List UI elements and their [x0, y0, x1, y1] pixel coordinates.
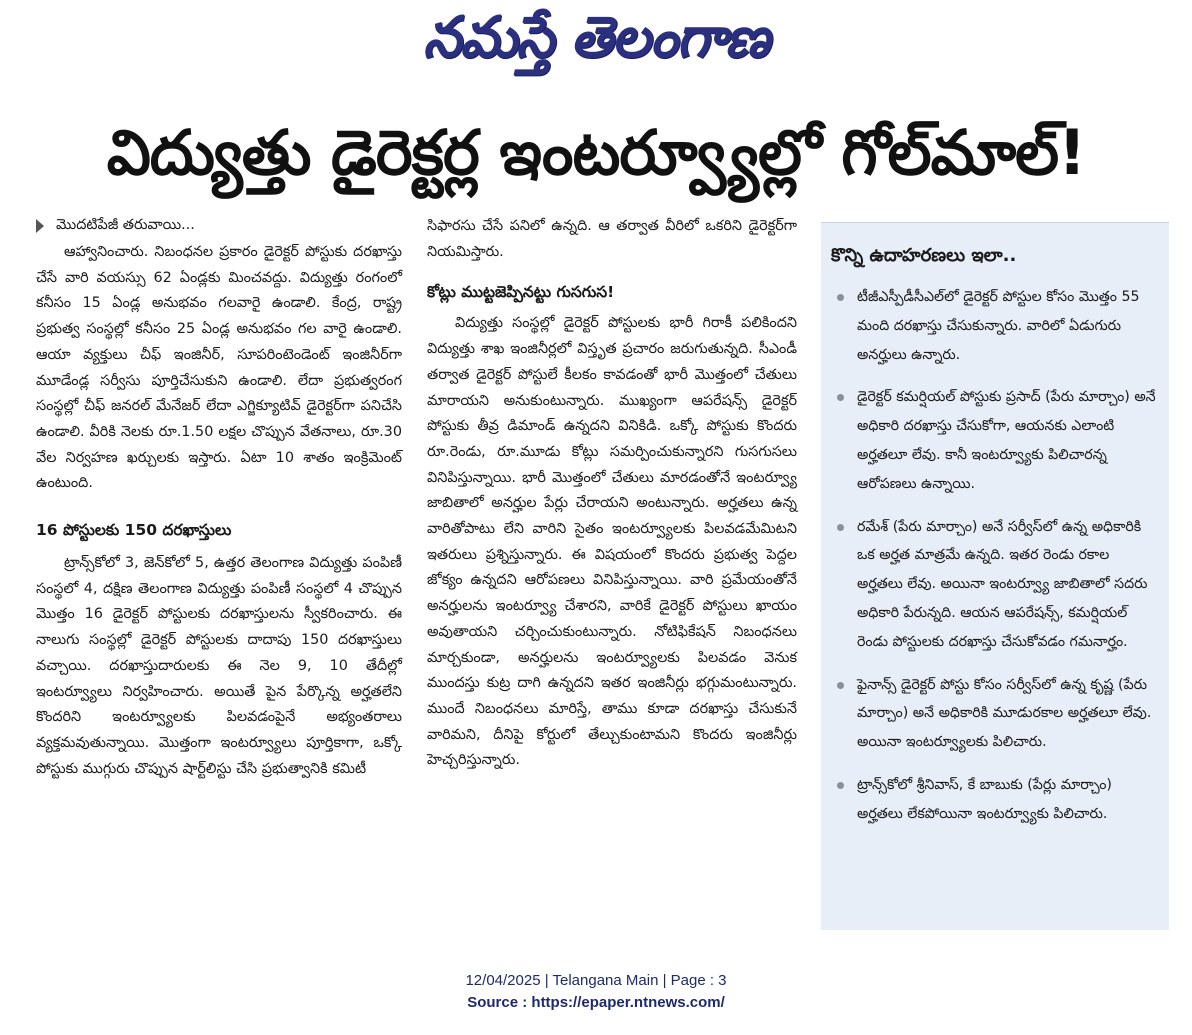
column1-subheading: 16 పోస్టులకు 150 దరఖాస్తులు — [36, 521, 232, 540]
continued-label: మొదటిపేజీ తరువాయి... — [56, 217, 195, 234]
newspaper-logo: నమస్తే తెలంగాణ — [423, 3, 769, 70]
column1-paragraph-1: ఆహ్వానించారు. నిబంధనల ప్రకారం డైరెక్టర్ పోస్టుకు దరఖాస్తు చేసే వారి వయస్సు 62 ఏండ్లకు మించవద్దు. విద్యుత్తు రంగంలో కనీసం 15 ఏండ్ల అనుభవం గలవారై ఉండాలి. కేంద్ర, రాష్ట్ర ప్రభుత్వ సంస్థల్లో కనీసం 25 ఏండ్ల అనుభవం గల వారై ఉండాలి. ఆయా వ్యక్తులు చీఫ్ ఇంజినీర్, సూపరింటెండెంట్ ఇంజినీర్‌గా మూడేండ్ల సర్వీసు పూర్తిచేసుకుని ఉండాలి. లేదా ప్రభుత్వరంగ సంస్థల్లో చీఫ్ జనరల్ మేనేజర్ లేదా ఎగ్జిక్యూటివ్ డైరెక్టర్‌గా పనిచేసి ఉండాలి. వీరికి నెలకు రూ.1.50 లక్షల చొప్పున వేతనాలు, రూ.30 వేల నిర్వహణ ఖర్చులకు ఇస్తారు. ఏటా 10 శాతం ఇంక్రిమెంట్ ఉంటుంది. — [36, 244, 402, 492]
list-item-text: ఫైనాన్స్ డైరెక్టర్ పోస్టు కోసం సర్వీస్‌లో ఉన్న కృష్ణ (పేరు మార్చాం) అనే అధికారికి మూడురకాల అర్హతలూ లేవు. అయినా ఇంటర్వ్యూలకు పిలిచారు. — [857, 676, 1152, 751]
column2-paragraph-2: విద్యుత్తు సంస్థల్లో డైరెక్టర్ పోస్టులకు భారీ గిరాకీ పలికిందని విద్యుత్తు శాఖ ఇంజినీర్లలో విస్తృత ప్రచారం జరుగుతున్నది. సీఎండీ తర్వాత డైరెక్టర్ పోస్టులే కీలకం కావడంతో భారీ మొత్తంలో చేతులు మారాయని అనుకుంటున్నారు. ముఖ్యంగా ఆపరేషన్స్ డైరెక్టర్ పోస్టుకు తీవ్ర డిమాండ్ ఉన్నదని వినికిడి. ఒక్కో పోస్టుకు కొందరు రూ.రెండు, రూ.మూడు కోట్లు సమర్పించుకున్నారని గుసగుసలు వినిపిస్తున్నాయి. భారీ మొత్తంలో చేతులు మారడంతోనే ఇంటర్వ్యూ జాబితాలో అనర్హుల పేర్లు చేరాయని అంటున్నారు. అర్హతలు ఉన్న వారితోపాటు లేని వారిని సైతం ఇంటర్వ్యూలకు పిలవడమేమిటని ఇతరులు ప్రశ్నిస్తున్నారు. ఈ విషయంలో కొందరు ప్రభుత్వ పెద్దల జోక్యం ఉన్నదని ఆరోపణలు వినిపిస్తున్నాయి. వారి ప్రమేయంతోనే అనర్హులను ఇంటర్వ్యూ చేశారని, వారికే డైరెక్టర్ పోస్టులు ఖాయం అవుతాయని చర్చించుకుంటున్నారు. నోటిఫికేషన్ నిబంధనలు మార్చకుండా, అనర్హులను ఇంటర్వ్యూలకు పిలవడం వెనుక ముందస్తు కుట్ర దాగి ఉన్నదని ఇతర ఇంజినీర్లు భగ్గుమంటున్నారు. ముందే నిబంధనలు మారిస్తే, తాము కూడా దరఖాస్తు చేసుకునే వారిమని, దీనిపై కోర్టులో తేల్చుకుంటామని కొందరు ఇంజినీర్లు హెచ్చరిస్తున్నారు. — [427, 315, 797, 769]
page-footer — [0, 970, 1192, 1014]
sidebar-title: కొన్ని ఉదాహరణలు ఇలా.. — [831, 245, 1017, 266]
list-item-text: డైరెక్టర్ కమర్షియల్ పోస్టుకు ప్రసాద్ (పేరు మార్చాం) అనే అధికారి దరఖాస్తు చేసుకోగా, ఆయనకు ఎలాంటి అర్హతలూ లేవు. కానీ ఇంటర్వ్యూకు పిలిచారన్న ఆరోపణలు ఉన్నాయి. — [857, 389, 1156, 492]
list-item — [831, 513, 1159, 657]
column2-paragraph-1: సిఫారసు చేసే పనిలో ఉన్నది. ఆ తర్వాత వీరిలో ఒకరిని డైరెక్టర్‌గా నియమిస్తారు. — [427, 218, 797, 260]
footer-source: Source : https://epaper.ntnews.com/ — [467, 994, 725, 1011]
list-item-text: రమేశ్ (పేరు మార్చాం) అనే సర్వీస్‌లో ఉన్న అధికారికి ఒక అర్హత మాత్రమే ఉన్నది. ఇతర రెండు రకాల అర్హతలు లేవు. అయినా ఇంటర్వ్యూ జాబితాలో సదరు అధికారి పేరున్నది. ఆయన ఆపరేషన్స్, కమర్షియల్ రెండు పోస్టులకు దరఖాస్తు చేసుకోవడం గమనార్హం. — [857, 518, 1148, 650]
bullet-icon — [837, 682, 844, 689]
bullet-icon — [837, 294, 844, 301]
continued-marker — [36, 214, 402, 238]
bullet-icon — [837, 524, 844, 531]
bullet-icon — [837, 394, 844, 401]
footer-date-page: 12/04/2025 | Telangana Main | Page : 3 — [465, 972, 727, 989]
examples-list — [831, 283, 1159, 829]
masthead — [0, 4, 1192, 84]
arrow-right-icon — [36, 219, 44, 233]
list-item-text: ట్రాన్స్‌కోలో శ్రీనివాస్, కే బాబుకు (పేర్లు మార్చాం) అర్హతలు లేకపోయినా ఇంటర్వ్యూకు పిలిచారు. — [857, 776, 1112, 822]
article-column-2 — [427, 214, 797, 774]
article-column-1 — [36, 214, 402, 782]
list-item-text: టీజీఎస్పీడీసీఎల్‌లో డైరెక్టర్ పోస్టుల కోసం మొత్తం 55 మంది దరఖాస్తు చేసుకున్నారు. వారిలో ఏడుగురు అనర్హులు ఉన్నారు. — [857, 289, 1140, 363]
column1-paragraph-2: ట్రాన్స్‌కోలో 3, జెన్‌కోలో 5, ఉత్తర తెలంగాణ విద్యుత్తు పంపిణీ సంస్థలో 4, దక్షిణ తెలంగాణ విద్యుత్తు పంపిణీ సంస్థలో 4 చొప్పున మొత్తం 16 డైరెక్టర్ పోస్టులకు దరఖాస్తులను స్వీకరించారు. ఈ నాలుగు సంస్థల్లో డైరెక్టర్ పోస్టులకు దాదాపు 150 దరఖాస్తులు వచ్చాయి. దరఖాస్తుదారులకు ఈ నెల 9, 10 తేదీల్లో ఇంటర్వ్యూలు నిర్వహించారు. అయితే పైన పేర్కొన్న అర్హతలేని కొందరిని ఇంటర్వ్యూలకు పిలవడంపైనే అభ్యంతరాలు వ్యక్తమవుతున్నాయి. మొత్తంగా ఇంటర్వ్యూలు పూర్తికాగా, ఒక్కో పోస్టుకు ముగ్గురు చొప్పున షార్ట్‌లిస్టు చేసి ప్రభుత్వానికి కమిటీ — [36, 555, 402, 777]
list-item — [831, 771, 1159, 829]
bullet-icon — [837, 782, 844, 789]
examples-sidebar — [821, 222, 1169, 930]
column2-subheading: కోట్లు ముట్టజెప్పినట్టు గుసగుస! — [427, 283, 615, 302]
article-headline: విద్యుత్తు డైరెక్టర్ల ఇంటర్వ్యూల్లో గోల్‌మాల్! — [106, 116, 1086, 189]
article-headline-container — [20, 112, 1172, 208]
list-item — [831, 671, 1159, 757]
list-item — [831, 283, 1159, 369]
list-item — [831, 383, 1159, 498]
